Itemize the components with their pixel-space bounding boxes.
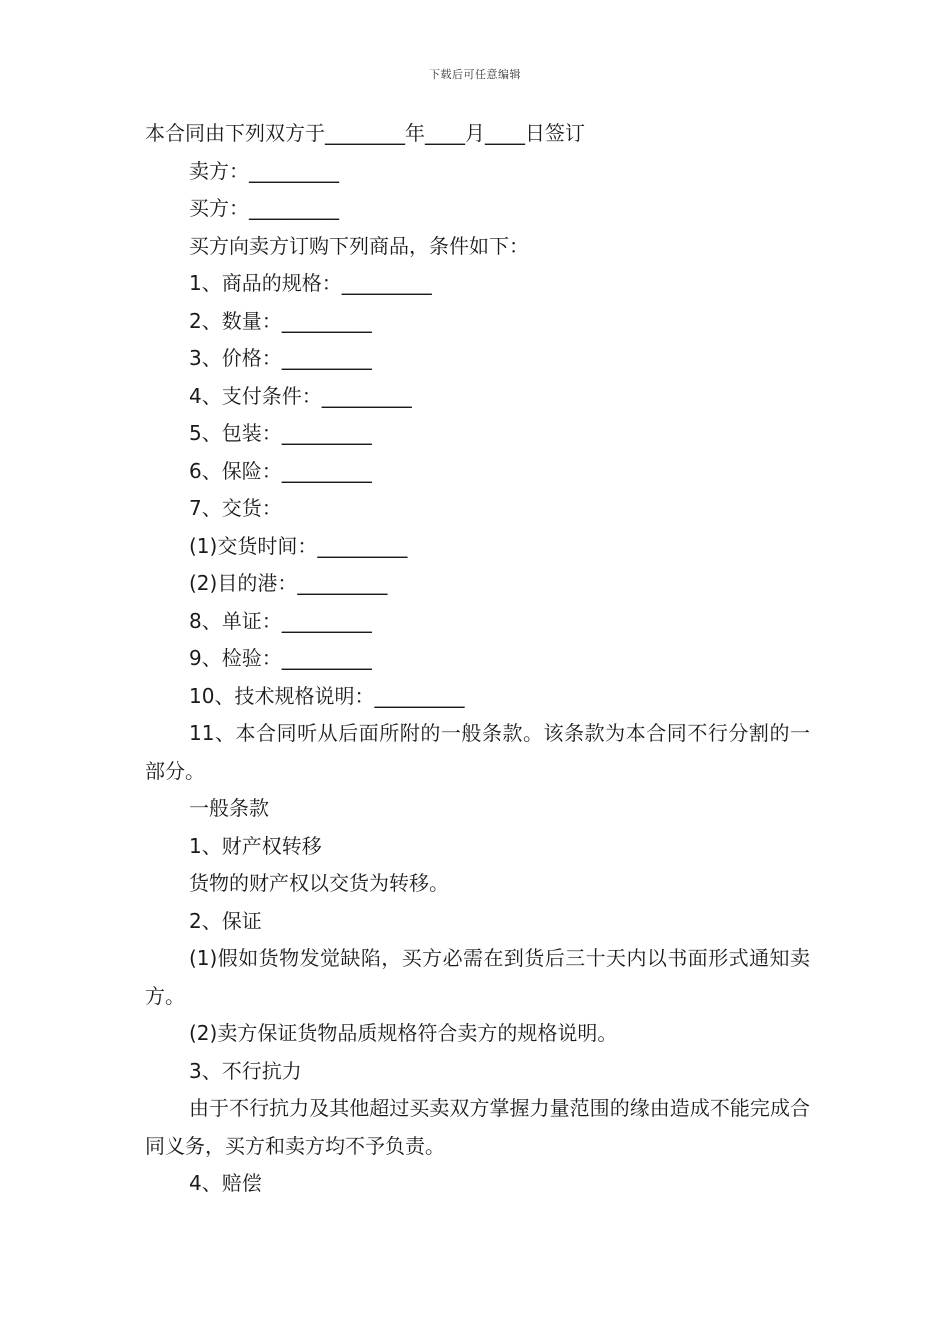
term-1-title: 1、财产权转移	[189, 833, 322, 858]
clause-11: 11、本合同听从后面所附的一般条款。该条款为本合同不行分割的一部分。	[145, 721, 810, 783]
term-4-title: 4、赔偿	[189, 1171, 262, 1195]
term-2-item-2: (2)卖方保证货物品质规格符合卖方的规格说明。	[189, 1021, 618, 1045]
item-payment-terms: 4、支付条件：_________	[189, 383, 412, 408]
order-intro: 买方向卖方订购下列商品，条件如下：	[189, 233, 529, 258]
seller-line: 卖方：_________	[189, 158, 339, 183]
term-3-title: 3、不行抗力	[189, 1058, 302, 1083]
item-inspection: 9、检验：_________	[189, 646, 372, 670]
term-1-body: 货物的财产权以交货为转移。	[189, 871, 449, 895]
item-packaging: 5、包装：_________	[189, 421, 372, 445]
destination-port: (2)目的港：_________	[189, 571, 388, 595]
buyer-line: 买方：_________	[189, 196, 339, 220]
item-quantity: 2、数量：_________	[189, 308, 372, 333]
item-delivery: 7、交货：	[189, 496, 282, 520]
term-2-item-1: (1)假如货物发觉缺陷，买方必需在到货后三十天内以书面形式通知卖方。	[145, 946, 810, 1008]
item-insurance: 6、保险：_________	[189, 458, 372, 483]
delivery-time: (1)交货时间：_________	[189, 533, 408, 558]
general-terms-title: 一般条款	[189, 796, 269, 820]
contract-body	[145, 115, 810, 1203]
term-3-body: 由于不行抗力及其他超过买卖双方掌握力量范围的缘由造成不能完成合同义务，买方和卖方均不予负责。	[145, 1096, 810, 1158]
signing-date-line: 本合同由下列双方于________年____月____日签订	[145, 121, 585, 145]
item-price: 3、价格：_________	[189, 346, 372, 370]
item-technical-spec: 10、技术规格说明：_________	[189, 683, 465, 708]
term-2-title: 2、保证	[189, 908, 262, 933]
header-note: 下载后可任意编辑	[429, 68, 521, 81]
item-specification: 1、商品的规格：_________	[189, 271, 432, 295]
item-documents: 8、单证：_________	[189, 608, 372, 633]
